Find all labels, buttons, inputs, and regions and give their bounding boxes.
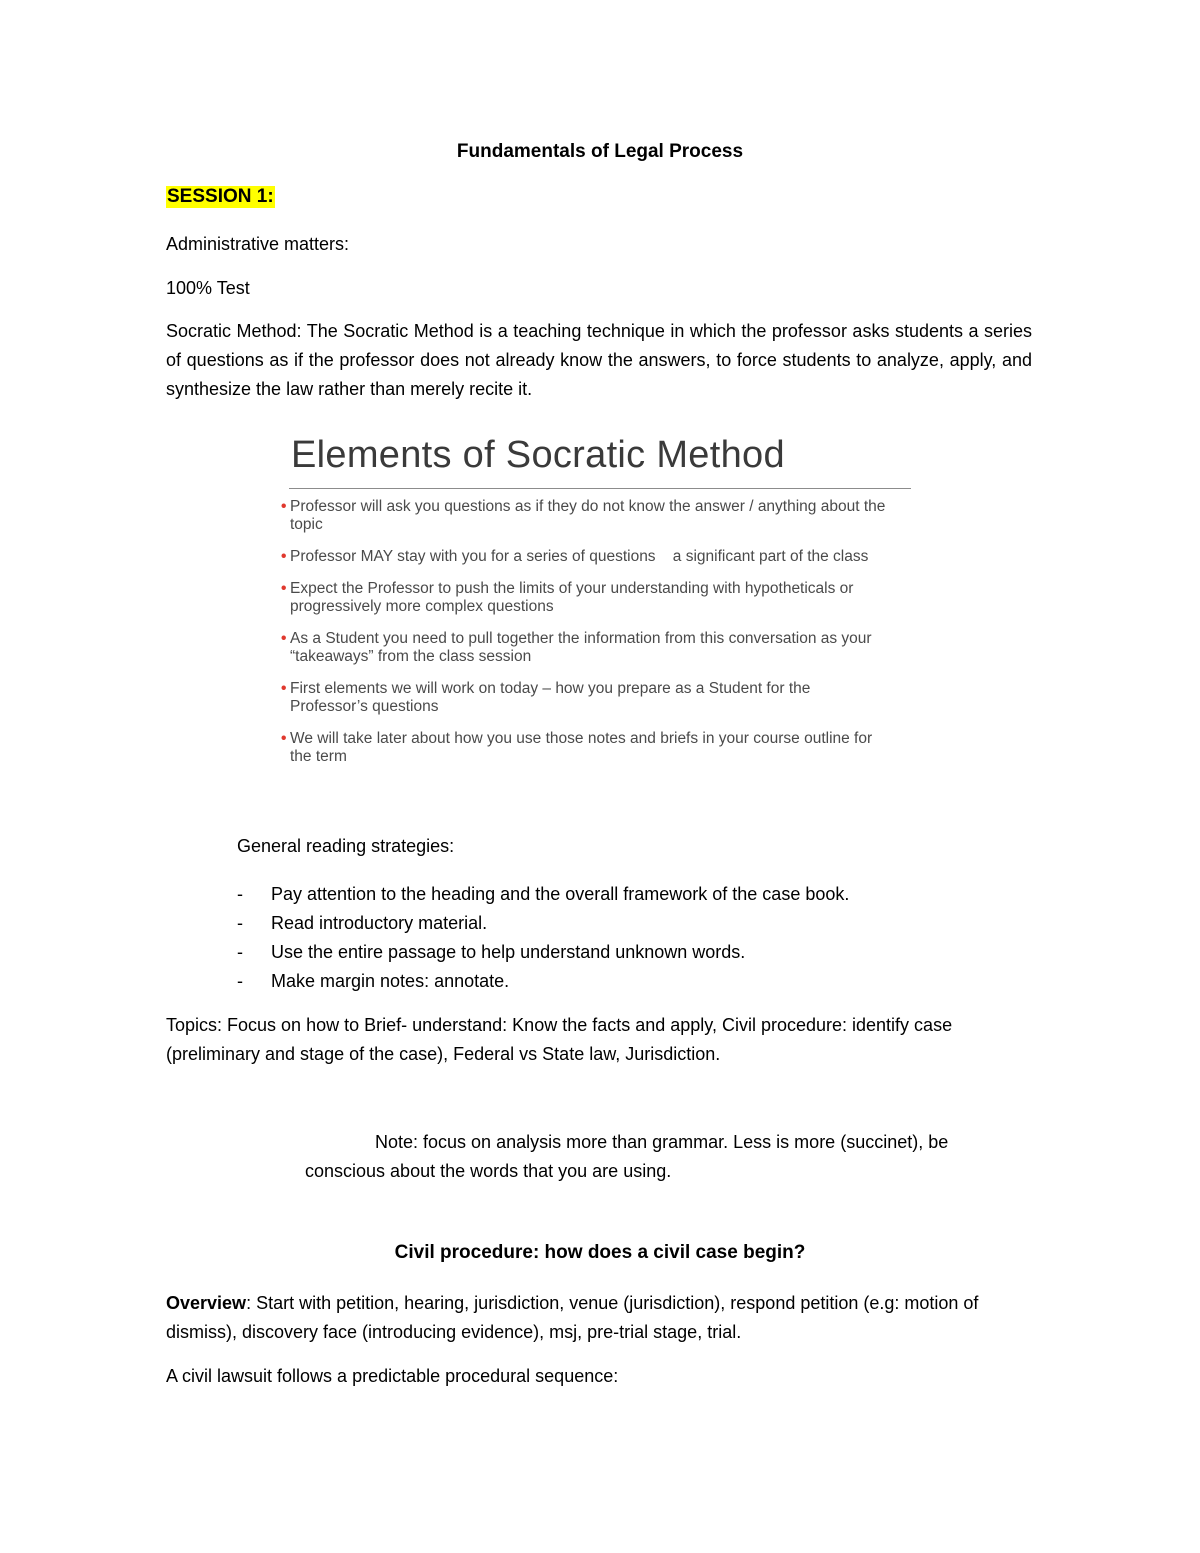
bullet-icon: • [281,580,287,597]
bullet-icon: • [281,498,287,515]
reading-strategies-title: General reading strategies: [237,836,455,856]
test-line: 100% Test [166,278,250,298]
overview-text: : Start with petition, hearing, jurisdiction, venue (jurisdiction), respond petition (e.g: motion of dismiss), discovery face (introducing evidence), msj, pre-trial stage, trial. [166,1293,979,1342]
note-line-1: Note: focus on analysis more than grammar. Less is more (succinet), be [375,1132,949,1152]
slide-bullet: • Professor will ask you questions as if they do not know the answer / anything about the topic [281,498,886,533]
bullet-icon: • [281,630,287,647]
list-item: - Use the entire passage to help understand unknown words. [237,942,746,962]
slide-bullet-list [281,498,890,780]
slide-bullet: • Professor MAY stay with you for a series of questions a significant part of the class [281,548,869,565]
administrative-matters-label: Administrative matters: [166,234,350,254]
note-line-2: conscious about the words that you are using. [305,1161,672,1181]
list-item: - Pay attention to the heading and the overall framework of the case book. [237,884,850,904]
document-title: Fundamentals of Legal Process [456,141,744,162]
overview-label: Overview [166,1293,247,1313]
slide-bullet: • We will take later about how you use those notes and briefs in your course outline for the term [281,730,873,765]
slide-divider [289,488,911,489]
list-item: - Read introductory material. [237,913,488,933]
slide-bullet: • Expect the Professor to push the limits of your understanding with hypotheticals or progressively more complex questions [281,580,854,615]
civil-procedure-heading: Civil procedure: how does a civil case begin? [394,1242,806,1263]
sequence-line: A civil lawsuit follows a predictable procedural sequence: [166,1366,619,1386]
list-item: - Make margin notes: annotate. [237,971,510,991]
slide-title: Elements of Socratic Method [291,434,785,476]
topics-paragraph: Topics: Focus on how to Brief- understand: Know the facts and apply, Civil procedure: identify case (preliminary and stage of the case), Federal vs State law, Jurisdiction. [166,1015,953,1064]
bullet-icon: • [281,548,287,565]
socratic-method-paragraph: Socratic Method: The Socratic Method is a teaching technique in which the professor asks students a series of questions as if the professor does not already know the answers, to force students to analyze, apply, and synthesize the law rather than merely recite it. [166,321,1032,399]
bullet-icon: • [281,730,287,747]
reading-strategies-list [237,880,849,996]
overview-paragraph [166,1289,1026,1347]
slide-bullet: • As a Student you need to pull together the information from this conversation as your “takeaways” from the class session [281,630,872,665]
socratic-method-slide-image [281,430,921,800]
session-heading: SESSION 1: [167,186,274,207]
bullet-icon: • [281,680,287,697]
slide-bullet: • First elements we will work on today – how you prepare as a Student for the Professor’s questions [281,680,811,715]
